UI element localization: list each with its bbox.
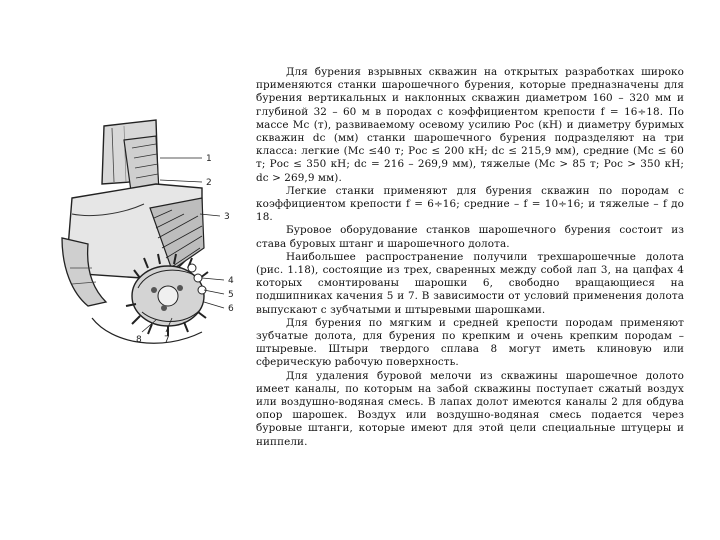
figure-label-5: 5 — [228, 290, 234, 300]
figure-label-2: 2 — [206, 178, 212, 188]
figure-label-6: 6 — [228, 304, 234, 314]
drill-bit-figure — [52, 118, 268, 364]
paragraph-4: Наибольшее распространение получили трехшарошечные долота (рис. 1.18), состоящие из трех, сваренных между собой лап 3, на цапфах 4 которых смонтированы шарошки 6, свободно вращающиеся на подшипниках качения 5 и 7. В зависимости от условий применения долота выпускают с зубчатыми и штыревыми шарошками. — [256, 250, 684, 316]
figure-label-8: 8 — [136, 335, 142, 345]
paragraph-6: Для удаления буровой мелочи из скважины шарошечное долото имеет каналы, по которым на забой скважины поступает сжатый воздух или воздушно-водяная смесь. В лапах долот имеются каналы 2 для обдува опор шарошек. Воздух или воздушно-водяная смесь подается через буровые штанги, которые имеют для этой цели специальные штуцеры и ниппели. — [256, 369, 684, 448]
paragraph-3: Буровое оборудование станков шарошечного бурения состоит из става буровых штанг и шарошечного долота. — [256, 224, 684, 250]
text-column — [256, 66, 684, 449]
figure-label-7: 7 — [164, 335, 170, 345]
paragraph-2: Легкие станки применяют для бурения скважин по породам с коэффициентом крепости f = 6÷16; средние – f = 10÷16; и тяжелые – f до 18. — [256, 184, 684, 224]
figure-label-1: 1 — [206, 154, 212, 164]
paragraph-5: Для бурения по мягким и средней крепости породам применяют зубчатые долота, для бурения по крепким и очень крепким породам – штыревые. Штыри твердого сплава 8 могут иметь клиновую или сферическую рабочую поверхность. — [256, 316, 684, 369]
drill-bit-drawing — [52, 118, 268, 364]
figure-label-4: 4 — [228, 276, 234, 286]
paragraph-1: Для бурения взрывных скважин на открытых разработках широко применяются станки шарошечного бурения, которые предназначены для бурения вертикальных и наклонных скважин диаметром 160 – 320 мм и глубиной 32 – 60 м в породах с коэффициентом крепости f = 16÷18. По массе Mс (т), развиваемому осевому усилию Pос (кН) и диаметру буримых скважин dс (мм) станки шарошечного бурения подразделяют на три класса: легкие (Mс ≤40 т; Pос ≤ 200 кН; dс ≤ 215,9 мм), средние (Mс ≤ 60 т; Pос ≤ 350 кН; dс = 216 – 269,9 мм), тяжелые (Mс > 85 т; Pос > 350 кН; dс > 269,9 мм). — [256, 66, 684, 184]
figure-label-3: 3 — [224, 212, 230, 222]
